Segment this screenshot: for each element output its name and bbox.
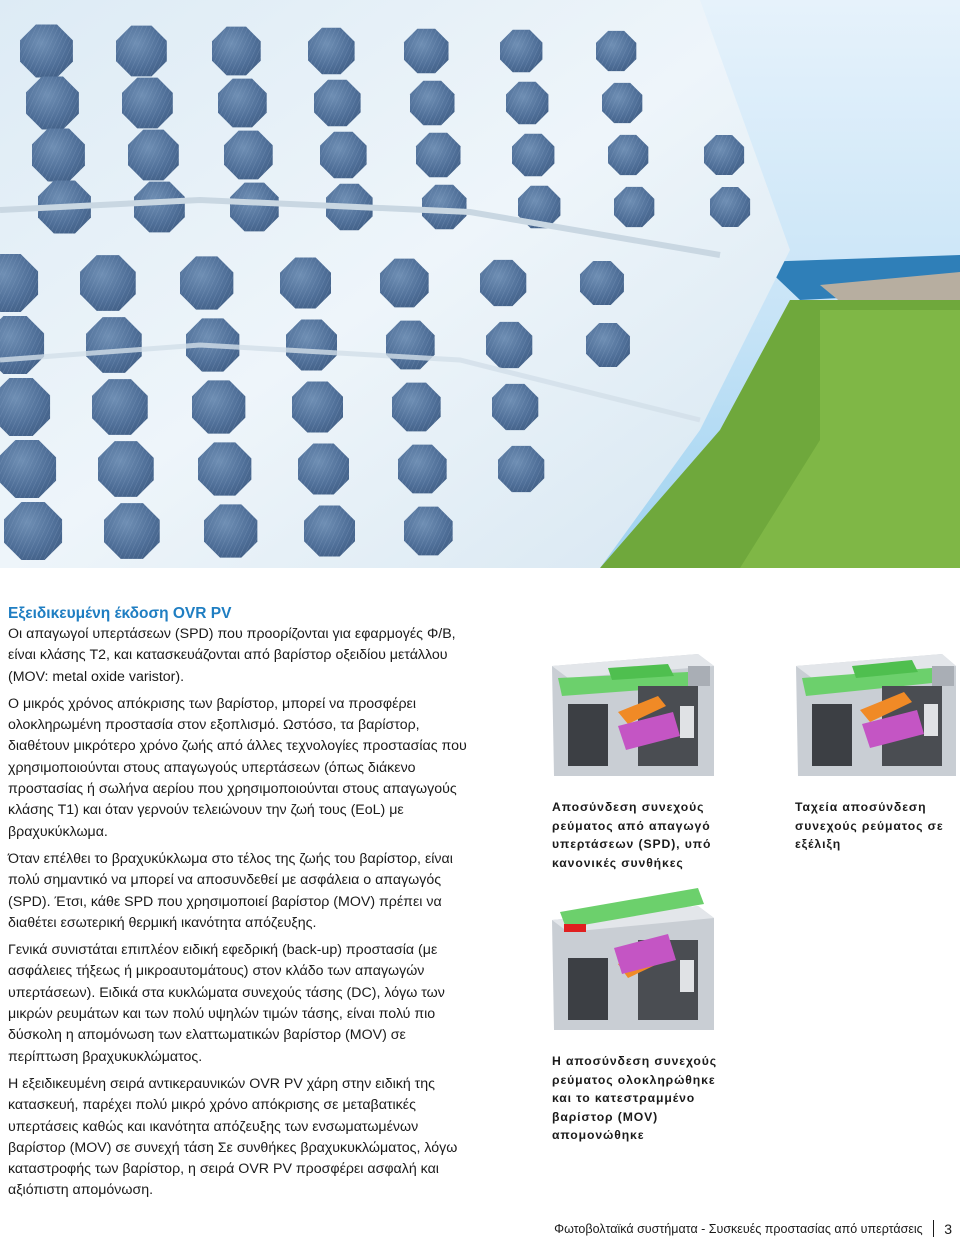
cell-texture (506, 82, 548, 124)
cell-texture (104, 503, 160, 559)
paragraph-4: Γενικά συνιστάται επιπλέον ειδική εφεδρική (back-up) προστασία (με ασφάλειες τήξεως ή μικροαυτομάτους) στον κλάδο των απαγωγών υπερτάσεων). Ειδικά στα κυκλώματα συνεχούς τάσης (DC), λόγω των μικρών ρευμάτων και των πολύ υψηλών τιμών τάσης, είναι πολύ πιο δύσκολη η απομόνωση των ελαττωματικών βαρίστορ (MOV) σε περίπτωση βραχυκυκλώματος. (8, 942, 445, 1065)
cell-texture (314, 80, 361, 127)
cell-texture (180, 256, 233, 309)
cell-texture (304, 505, 355, 556)
cell-texture (498, 446, 544, 492)
cell-texture (480, 260, 526, 306)
cell-texture (580, 261, 624, 305)
solar-panel-photo (0, 0, 960, 568)
cell-texture (614, 187, 654, 227)
spd-cross-section-2 (792, 626, 958, 786)
cell-texture (486, 322, 532, 368)
cell-texture (596, 31, 636, 71)
cell-texture (704, 135, 744, 175)
paragraph-5: Η εξειδικευμένη σειρά αντικεραυνικών OVR PV χάρη στην ειδική της κατασκευή, παρέχει πολύ μικρό χρόνο απόκρισης σε μεταβατικές υπερτάσεις καθώς και ικανότητα απόζευξης των ενσωματωμένων βαρίστορ (MOV) σε συνεχή τάση Σε συνθήκες βραχυκυκλώματος, λόγω καταστροφής των βαρίστορ, η σειρά OVR PV προσφέρει ασφαλή και αξιόπιστη απομόνωση. (8, 1075, 458, 1199)
cell-texture (602, 83, 642, 123)
cell-texture (308, 28, 355, 75)
cell-texture (586, 323, 630, 367)
cell-texture (410, 81, 455, 126)
spd-cross-section-3 (548, 878, 716, 1040)
cell-texture (416, 133, 461, 178)
figure-2-caption: Ταχεία αποσύνδεση συνεχούς ρεύματος σε εξέλιξη (795, 800, 944, 851)
figure-1-caption: Αποσύνδεση συνεχούς ρεύματος από απαγωγό υπερτάσεων (SPD), υπό κανονικές συνθήκες (552, 800, 712, 870)
page-number: 3 (944, 1220, 952, 1237)
spd-cross-section-1 (548, 626, 716, 786)
cell-texture (98, 441, 154, 497)
cell-texture (492, 384, 538, 430)
cell-texture (292, 381, 343, 432)
cell-texture (286, 319, 337, 370)
paragraph-3: Όταν επέλθει το βραχυκύκλωμα στο τέλος της ζωής του βαρίστορ, είναι πολύ σημαντικό να μπορεί να αποσυνδεθεί με ασφάλεια ο απαγωγός (SPD). Έτσι, κάθε SPD που χρησιμοποιεί βαρίστορ (MOV) πρέπει να διαθέτει εσωτερική θερμική ικανότητα απόζευξης. (8, 850, 453, 931)
cell-texture (608, 135, 648, 175)
section-heading: Εξειδικευμένη έκδοση OVR PV (8, 605, 232, 622)
cell-texture (280, 257, 331, 308)
cell-texture (380, 259, 429, 308)
cell-texture (192, 380, 245, 433)
cell-texture (204, 504, 257, 557)
cell-texture (32, 129, 85, 182)
cell-texture (392, 383, 441, 432)
cell-texture (92, 379, 148, 435)
cell-texture (86, 317, 142, 373)
paragraph-2: Ο μικρός χρόνος απόκρισης των βαρίστορ, μπορεί να προσφέρει ολοκληρωμένη προστασία στον εξοπλισμό. Ωστόσο, τα βαρίστορ, διαθέτουν μικρότερο χρόνο ζωής από άλλες τεχνολογίες προστασίας που χρησιμοποιούνται στους απαγωγούς υπερτάσεων (όπως διάκενο προστασίας ή σωλήνα αερίου που χρησιμοποιούνται στους απαγωγούς κλάσης T1) και όταν γερνούν τελειώνουν την ζωή τους (EoL) με βραχυκύκλωμα. (8, 695, 467, 840)
cell-texture (198, 442, 251, 495)
cell-texture (386, 321, 435, 370)
footer-divider (933, 1220, 935, 1237)
article-text (8, 604, 478, 1208)
figure-completed-disconnection (548, 878, 716, 1040)
page-footer (554, 1220, 952, 1237)
cell-texture (80, 255, 136, 311)
paragraph-1: Οι απαγωγοί υπερτάσεων (SPD) που προορίζονται για εφαρμογές Φ/Β, είναι κλάσης T2, και κατασκευάζονται από βαρίστορ οξειδίου μετάλλου (MOV: metal oxide varistor). (8, 626, 456, 685)
footer-title: Φωτοβολταϊκά συστήματα - Συσκευές προστασίας από υπερτάσεις (554, 1221, 923, 1236)
cell-texture (512, 134, 554, 176)
figure-3-caption: Η αποσύνδεση συνεχούς ρεύματος ολοκληρώθηκε και το κατεστραμμένο βαρίστορ (MOV) απομονώθηκε (552, 1054, 718, 1142)
cell-texture (710, 187, 750, 227)
cell-texture (422, 185, 467, 230)
solar-panel-illustration (0, 0, 960, 568)
cell-texture (404, 507, 453, 556)
cell-texture (500, 30, 542, 72)
cell-texture (298, 443, 349, 494)
cell-texture (320, 132, 367, 179)
cell-texture (398, 445, 447, 494)
figure-normal-disconnection (548, 626, 716, 786)
figure-fast-disconnection (792, 626, 958, 786)
